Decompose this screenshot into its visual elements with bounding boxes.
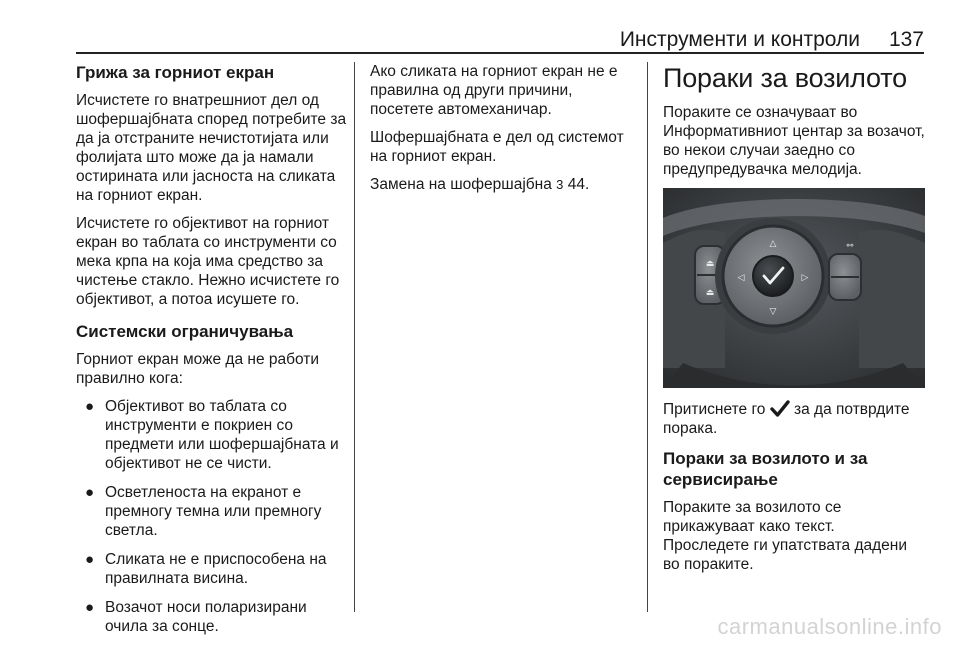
- svg-text:▽: ▽: [769, 307, 777, 317]
- svg-text:⏏: ⏏: [705, 288, 715, 298]
- page-number: 137: [888, 28, 924, 51]
- column-3: [663, 62, 925, 583]
- limits-list: [76, 397, 348, 636]
- bullet-icon: ●: [85, 398, 95, 415]
- svg-text:⏏: ⏏: [705, 259, 715, 269]
- page-reference-icon: 3: [556, 177, 564, 192]
- list-item: ● Објективот во таблата со инструменти е покриен со предмети или шофершајбната и објективот не се чисти.: [85, 398, 339, 472]
- bullet-icon: ●: [85, 484, 95, 501]
- list-item: ● Сликата не е приспособена на правилната висина.: [85, 551, 327, 587]
- section-heading-system-limits: Системски ограничувања: [76, 322, 294, 341]
- list-item: ● Осветленоста на екранот е премногу темна или премногу светла.: [85, 484, 322, 539]
- paragraph: Ако сликата на горниот екран не е правилна од други причини, посетете автомеханичар.: [370, 63, 618, 118]
- photo-caption: Притиснете го за да потврдите порака.: [663, 401, 910, 437]
- checkmark-icon: [770, 400, 790, 417]
- paragraph-with-reference: Замена на шофершајбна 3 44.: [370, 176, 590, 193]
- header-divider: [76, 52, 924, 54]
- svg-text:⚯: ⚯: [846, 241, 854, 250]
- list-item: ● Возачот носи поларизирани очила за сонце.: [85, 599, 307, 635]
- column-2: [370, 62, 640, 203]
- paragraph: Горниот екран може да не работи правилно кога:: [76, 351, 320, 387]
- svg-text:△: △: [769, 239, 777, 249]
- paragraph: Пораките се означуваат во Информативниот центар за возачот, во некои случаи заедно со предупредувачка мелодија.: [663, 104, 925, 178]
- paragraph: Пораките за возилото се прикажуваат како текст.: [663, 499, 842, 535]
- header-title: Инструменти и контроли: [619, 28, 860, 51]
- section-heading-hud-care: Грижа за горниот екран: [76, 63, 275, 82]
- column-divider-1: [354, 62, 355, 612]
- bullet-icon: ●: [85, 599, 95, 616]
- page-reference[interactable]: 44.: [567, 176, 590, 193]
- paragraph: Исчистете го внатрешниот дел од шофершајбната според потребите за да ја отстраните нечистотијата или фолијата што може да ја намали остирината или јасноста на сликата на горниот екран.: [76, 92, 347, 204]
- steering-wheel-controls-photo: [663, 188, 925, 388]
- svg-text:▷: ▷: [801, 273, 809, 283]
- paragraph: Проследете ги упатствата дадени во пораките.: [663, 537, 908, 573]
- column-divider-2: [647, 62, 648, 612]
- svg-text:◁: ◁: [737, 273, 745, 283]
- steering-wheel-illustration: [663, 188, 925, 388]
- bullet-icon: ●: [85, 551, 95, 568]
- page-header: [76, 26, 924, 52]
- section-title-vehicle-messages: Пораки за возилото: [663, 63, 907, 93]
- section-heading-vehicle-service-messages: Пораки за возилото и за сервисирање: [663, 449, 868, 489]
- column-1: [76, 62, 348, 646]
- watermark: carmanualsonline.info: [717, 614, 942, 639]
- paragraph: Исчистете го објективот на горниот екран во таблата со инструменти со мека крпа на која има средство за чистење стакло. Нежно исчистете го објективот, а потоа исушете го.: [76, 215, 340, 308]
- paragraph: Шофершајбната е дел од системот на горниот екран.: [370, 129, 624, 165]
